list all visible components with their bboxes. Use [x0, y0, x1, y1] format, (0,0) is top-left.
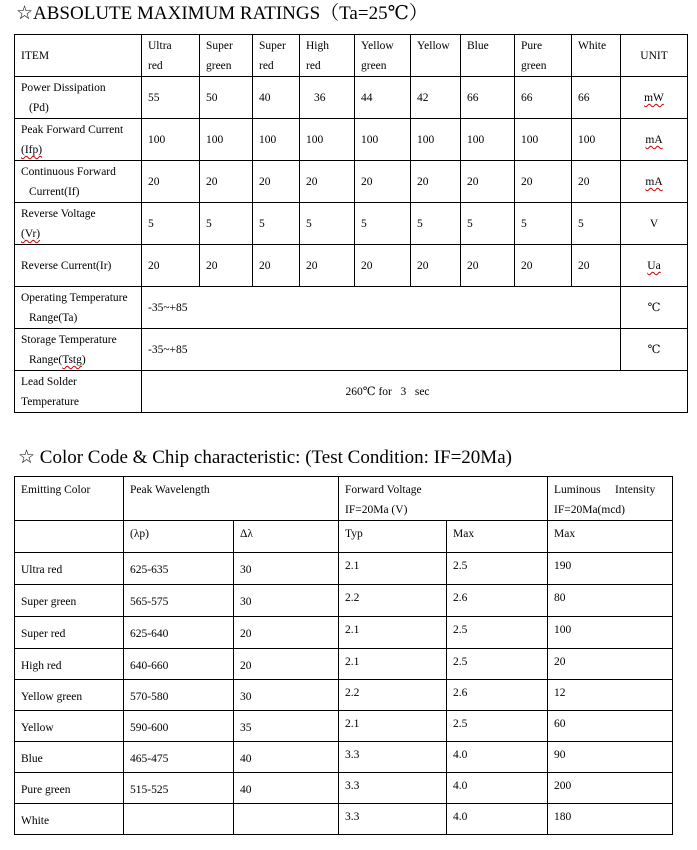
lead-solder-value: 260℃ for 3 sec — [142, 371, 688, 413]
chip-subheader-row — [15, 521, 673, 553]
lum-max-header: Max — [548, 521, 673, 553]
cell: 36 — [300, 77, 355, 119]
unit-cell: V — [621, 203, 688, 245]
row-label: Operating Temperature Range(Ta) — [15, 287, 142, 329]
unit-header: UNIT — [621, 35, 688, 77]
table-row — [15, 119, 688, 161]
cell: 100 — [200, 119, 253, 161]
cell: 3.3 — [339, 804, 447, 835]
emitting-color: Super red — [15, 617, 124, 649]
table-row — [15, 804, 673, 835]
row-label: Peak Forward Current (Ifp) — [15, 119, 142, 161]
cell: 20 — [200, 161, 253, 203]
table-row — [15, 161, 688, 203]
col-header: Yellow — [411, 35, 461, 77]
cell: 20 — [572, 161, 621, 203]
table-row — [15, 680, 673, 711]
row-label: Reverse Voltage (Vr) — [15, 203, 142, 245]
cell: 20 — [411, 245, 461, 287]
cell: 20 — [253, 245, 300, 287]
emitting-color: Yellow green — [15, 680, 124, 711]
cell: 3.3 — [339, 773, 447, 804]
cell: 570-580 — [124, 680, 234, 711]
cell: 20 — [461, 161, 515, 203]
cell: 20 — [234, 617, 339, 649]
table-row — [15, 617, 673, 649]
cell: 80 — [548, 585, 673, 617]
cell: 465-475 — [124, 742, 234, 773]
cell: 20 — [142, 161, 200, 203]
cell: 20 — [253, 161, 300, 203]
lead-solder-row — [15, 371, 688, 413]
col-header: Super red — [253, 35, 300, 77]
cell — [234, 804, 339, 835]
cell: 20 — [355, 245, 411, 287]
lambda-p-header: (λp) — [124, 521, 234, 553]
cell: 4.0 — [447, 742, 548, 773]
cell: 2.5 — [447, 617, 548, 649]
cell: 5 — [461, 203, 515, 245]
cell: 20 — [300, 245, 355, 287]
cell: 20 — [142, 245, 200, 287]
cell: 515-525 — [124, 773, 234, 804]
emitting-color: Yellow — [15, 711, 124, 742]
cell: 12 — [548, 680, 673, 711]
row-label: Lead Solder Temperature — [15, 371, 142, 413]
cell: 2.1 — [339, 617, 447, 649]
table-row — [15, 649, 673, 680]
cell: 100 — [355, 119, 411, 161]
unit-cell: ℃ — [621, 287, 688, 329]
cell: 2.1 — [339, 553, 447, 585]
cell: 20 — [572, 245, 621, 287]
cell: 35 — [234, 711, 339, 742]
typ-header: Typ — [339, 521, 447, 553]
cell: 640-660 — [124, 649, 234, 680]
row-label: Continuous Forward Current(If) — [15, 161, 142, 203]
cell: 5 — [253, 203, 300, 245]
col-header: Super green — [200, 35, 253, 77]
cell: 20 — [300, 161, 355, 203]
col-header: White — [572, 35, 621, 77]
cell: 20 — [515, 245, 572, 287]
cell: 5 — [355, 203, 411, 245]
cell: 5 — [515, 203, 572, 245]
cell: 66 — [572, 77, 621, 119]
cell — [15, 521, 124, 553]
cell: 4.0 — [447, 773, 548, 804]
cell: 5 — [411, 203, 461, 245]
forward-voltage-header: Forward Voltage IF=20Ma (V) — [339, 477, 548, 521]
cell: 44 — [355, 77, 411, 119]
row-label: Reverse Current(Ir) — [15, 245, 142, 287]
chip-header-row — [15, 477, 673, 521]
cell: 60 — [548, 711, 673, 742]
emitting-color-header: Emitting Color — [15, 477, 124, 521]
emitting-color: High red — [15, 649, 124, 680]
cell: 2.6 — [447, 585, 548, 617]
cell: 180 — [548, 804, 673, 835]
cell: 2.5 — [447, 711, 548, 742]
cell: 565-575 — [124, 585, 234, 617]
cell: 5 — [300, 203, 355, 245]
cell: 5 — [200, 203, 253, 245]
cell: 42 — [411, 77, 461, 119]
emitting-color: Ultra red — [15, 553, 124, 585]
cell: 2.1 — [339, 649, 447, 680]
storage-temperature-value: -35~+85 — [142, 329, 621, 371]
luminous-intensity-header: Luminous Intensity IF=20Ma(mcd) — [548, 477, 673, 521]
cell: 5 — [142, 203, 200, 245]
cell: 100 — [461, 119, 515, 161]
table-row — [15, 585, 673, 617]
unit-cell: Ua — [621, 245, 688, 287]
cell: 100 — [253, 119, 300, 161]
cell: 2.5 — [447, 553, 548, 585]
cell: 20 — [234, 649, 339, 680]
cell: 66 — [515, 77, 572, 119]
table-row — [15, 77, 688, 119]
cell: 4.0 — [447, 804, 548, 835]
peak-wavelength-header: Peak Wavelength — [124, 477, 339, 521]
cell: 100 — [515, 119, 572, 161]
emitting-color: Pure green — [15, 773, 124, 804]
cell: 50 — [200, 77, 253, 119]
row-label: Power Dissipation (Pd) — [15, 77, 142, 119]
cell: 2.5 — [447, 649, 548, 680]
unit-cell: mA — [621, 119, 688, 161]
cell: 200 — [548, 773, 673, 804]
cell: 40 — [253, 77, 300, 119]
cell: 100 — [548, 617, 673, 649]
delta-lambda-header: Δλ — [234, 521, 339, 553]
cell: 66 — [461, 77, 515, 119]
emitting-color: Super green — [15, 585, 124, 617]
ratings-header-row — [15, 35, 688, 77]
cell: 20 — [411, 161, 461, 203]
emitting-color: Blue — [15, 742, 124, 773]
cell: 30 — [234, 680, 339, 711]
table-row — [15, 553, 673, 585]
cell: 625-635 — [124, 553, 234, 585]
cell: 40 — [234, 773, 339, 804]
ratings-title: ☆ABSOLUTE MAXIMUM RATINGS（Ta=25℃） — [16, 3, 428, 24]
unit-cell: ℃ — [621, 329, 688, 371]
absolute-maximum-ratings-table — [14, 34, 688, 413]
cell: 2.2 — [339, 680, 447, 711]
cell: 55 — [142, 77, 200, 119]
table-row — [15, 203, 688, 245]
cell: 2.1 — [339, 711, 447, 742]
cell: 3.3 — [339, 742, 447, 773]
cell: 100 — [411, 119, 461, 161]
col-header: Pure green — [515, 35, 572, 77]
cell: 590-600 — [124, 711, 234, 742]
cell: 20 — [200, 245, 253, 287]
color-code-table — [14, 476, 673, 835]
chip-characteristic-title: ☆ Color Code & Chip characteristic: (Test Condition: IF=20Ma) — [18, 447, 512, 468]
operating-temperature-value: -35~+85 — [142, 287, 621, 329]
cell: 100 — [572, 119, 621, 161]
col-header: Blue — [461, 35, 515, 77]
cell: 30 — [234, 553, 339, 585]
cell: 30 — [234, 585, 339, 617]
col-header: High red — [300, 35, 355, 77]
cell: 100 — [142, 119, 200, 161]
cell: 625-640 — [124, 617, 234, 649]
cell: 2.2 — [339, 585, 447, 617]
table-row — [15, 773, 673, 804]
cell: 100 — [300, 119, 355, 161]
table-row — [15, 742, 673, 773]
operating-temperature-row — [15, 287, 688, 329]
item-header: ITEM — [15, 35, 142, 77]
cell: 20 — [355, 161, 411, 203]
emitting-color: White — [15, 804, 124, 835]
unit-cell: mA — [621, 161, 688, 203]
table-row — [15, 711, 673, 742]
cell: 20 — [548, 649, 673, 680]
cell: 5 — [572, 203, 621, 245]
cell: 20 — [515, 161, 572, 203]
cell: 40 — [234, 742, 339, 773]
unit-cell: mW — [621, 77, 688, 119]
table-row — [15, 245, 688, 287]
col-header: Yellow green — [355, 35, 411, 77]
col-header: Ultra red — [142, 35, 200, 77]
cell: 2.6 — [447, 680, 548, 711]
cell: 20 — [461, 245, 515, 287]
storage-temperature-row — [15, 329, 688, 371]
cell — [124, 804, 234, 835]
cell: 90 — [548, 742, 673, 773]
cell: 190 — [548, 553, 673, 585]
max-header: Max — [447, 521, 548, 553]
row-label: Storage Temperature Range(Tstg) — [15, 329, 142, 371]
